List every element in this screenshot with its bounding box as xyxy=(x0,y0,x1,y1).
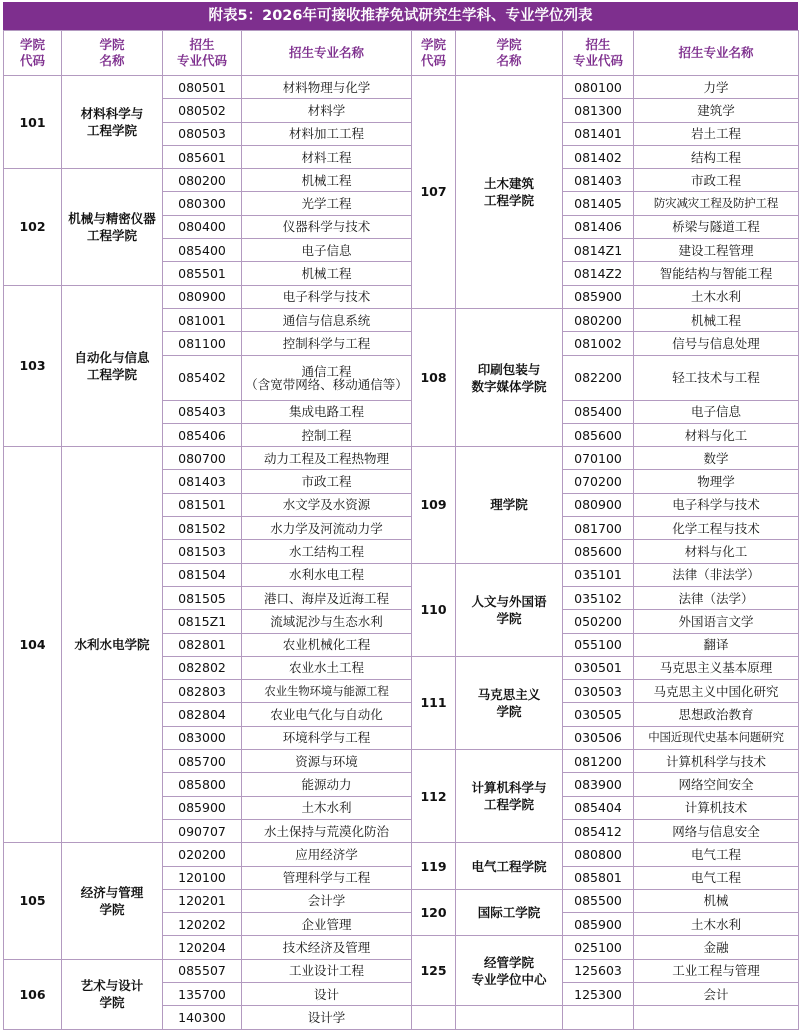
major-name: 资源与环境 xyxy=(242,750,412,773)
major-name: 电子信息 xyxy=(242,239,412,262)
school-name: 自动化与信息 工程学院 xyxy=(62,285,163,446)
major-name: 管理科学与工程 xyxy=(242,866,412,889)
major-name: 电气工程 xyxy=(634,866,799,889)
major-name: 物理学 xyxy=(634,470,799,493)
major-name: 电子信息 xyxy=(634,400,799,423)
major-code: 090707 xyxy=(163,819,242,842)
school-code: 102 xyxy=(4,169,62,285)
major-name: 能源动力 xyxy=(242,773,412,796)
major-name: 思想政治教育 xyxy=(634,703,799,726)
major-code: 120204 xyxy=(163,936,242,959)
major-name: 流域泥沙与生态水利 xyxy=(242,610,412,633)
major-code: 085406 xyxy=(163,423,242,446)
table-row xyxy=(4,447,799,470)
major-name: 法律（非法学） xyxy=(634,563,799,586)
major-name: 仪器科学与技术 xyxy=(242,215,412,238)
major-name: 动力工程及工程热物理 xyxy=(242,447,412,470)
school-name: 经济与管理 学院 xyxy=(62,843,163,959)
header-major-name: 招生专业名称 xyxy=(242,31,412,76)
major-name: 机械工程 xyxy=(242,262,412,285)
major-code: 0814Z1 xyxy=(563,239,634,262)
major-name: 材料物理与化学 xyxy=(242,76,412,99)
header-major-name: 招生专业名称 xyxy=(634,31,799,76)
school-name: 土木建筑 工程学院 xyxy=(456,76,563,309)
major-code: 085900 xyxy=(163,796,242,819)
major-code: 081700 xyxy=(563,517,634,540)
major-code: 085500 xyxy=(563,889,634,912)
major-name: 光学工程 xyxy=(242,192,412,215)
major-name: 桥梁与隧道工程 xyxy=(634,215,799,238)
header-school-code: 学院 代码 xyxy=(4,31,62,76)
major-code: 085412 xyxy=(563,819,634,842)
major-name: 网络与信息安全 xyxy=(634,819,799,842)
major-code: 035102 xyxy=(563,586,634,609)
major-code: 080300 xyxy=(163,192,242,215)
major-name: 材料与化工 xyxy=(634,423,799,446)
major-code: 030505 xyxy=(563,703,634,726)
major-code: 080501 xyxy=(163,76,242,99)
major-name: 农业生物环境与能源工程 xyxy=(242,680,412,703)
table-row xyxy=(4,169,799,192)
major-name: 港口、海岸及近海工程 xyxy=(242,586,412,609)
school-code: 109 xyxy=(412,447,456,563)
school-code: 119 xyxy=(412,843,456,890)
major-code: 082804 xyxy=(163,703,242,726)
major-code: 081503 xyxy=(163,540,242,563)
school-code: 105 xyxy=(4,843,62,959)
school-name: 理学院 xyxy=(456,447,563,563)
major-name: 中国近现代史基本问题研究 xyxy=(634,726,799,749)
major-code: 085600 xyxy=(563,540,634,563)
major-code: 085700 xyxy=(163,750,242,773)
major-code: 140300 xyxy=(163,1006,242,1029)
major-code: 070200 xyxy=(563,470,634,493)
major-code: 0814Z2 xyxy=(563,262,634,285)
major-name: 水文学及水资源 xyxy=(242,493,412,516)
major-name: 土木水利 xyxy=(634,913,799,936)
major-code: 085402 xyxy=(163,355,242,400)
major-name: 材料加工工程 xyxy=(242,122,412,145)
major-name: 机械工程 xyxy=(634,308,799,331)
major-name: 设计学 xyxy=(242,1006,412,1029)
major-code: 080503 xyxy=(163,122,242,145)
major-code: 080200 xyxy=(163,169,242,192)
major-code: 080200 xyxy=(563,308,634,331)
major-name: 土木水利 xyxy=(242,796,412,819)
school-name: 机械与精密仪器 工程学院 xyxy=(62,169,163,285)
school-code: 106 xyxy=(4,959,62,1029)
major-code: 0815Z1 xyxy=(163,610,242,633)
major-name: 水工结构工程 xyxy=(242,540,412,563)
major-name: 农业机械化工程 xyxy=(242,633,412,656)
major-name: 控制科学与工程 xyxy=(242,332,412,355)
major-code: 080400 xyxy=(163,215,242,238)
major-code: 085900 xyxy=(563,285,634,308)
school-name: 电气工程学院 xyxy=(456,843,563,890)
major-name: 网络空间安全 xyxy=(634,773,799,796)
major-code: 081100 xyxy=(163,332,242,355)
major-name: 计算机科学与技术 xyxy=(634,750,799,773)
major-code: 085600 xyxy=(563,423,634,446)
major-name: 金融 xyxy=(634,936,799,959)
major-name: 电子科学与技术 xyxy=(242,285,412,308)
major-code: 081001 xyxy=(163,308,242,331)
major-code: 080502 xyxy=(163,99,242,122)
major-name: 环境科学与工程 xyxy=(242,726,412,749)
school-name: 水利水电学院 xyxy=(62,447,163,843)
major-name: 翻译 xyxy=(634,633,799,656)
major-name: 水力学及河流动力学 xyxy=(242,517,412,540)
major-code: 020200 xyxy=(163,843,242,866)
school-code: 125 xyxy=(412,936,456,1006)
major-name: 通信工程 （含宽带网络、移动通信等） xyxy=(242,355,412,400)
table-row xyxy=(4,843,799,866)
major-code: 082801 xyxy=(163,633,242,656)
table-row xyxy=(4,959,799,982)
major-code: 080700 xyxy=(163,447,242,470)
major-code: 081504 xyxy=(163,563,242,586)
major-code: 120201 xyxy=(163,889,242,912)
school-name: 艺术与设计 学院 xyxy=(62,959,163,1029)
major-code: 082802 xyxy=(163,656,242,679)
header-major-code: 招生 专业代码 xyxy=(563,31,634,76)
major-name: 水土保持与荒漠化防治 xyxy=(242,819,412,842)
major-code: 135700 xyxy=(163,982,242,1005)
major-code: 083900 xyxy=(563,773,634,796)
major-code: 081200 xyxy=(563,750,634,773)
major-name: 通信与信息系统 xyxy=(242,308,412,331)
major-name: 外国语言文学 xyxy=(634,610,799,633)
major-code: 035101 xyxy=(563,563,634,586)
school-code: 120 xyxy=(412,889,456,936)
table-row xyxy=(4,285,799,308)
major-name: 法律（法学） xyxy=(634,586,799,609)
major-name: 建筑学 xyxy=(634,99,799,122)
major-code: 085501 xyxy=(163,262,242,285)
major-name: 水利水电工程 xyxy=(242,563,412,586)
major-name: 机械 xyxy=(634,889,799,912)
major-code: 125603 xyxy=(563,959,634,982)
major-name: 材料与化工 xyxy=(634,540,799,563)
major-code: 085801 xyxy=(563,866,634,889)
major-code: 081502 xyxy=(163,517,242,540)
school-name: 国际工学院 xyxy=(456,889,563,936)
school-name: 印刷包装与 数字媒体学院 xyxy=(456,308,563,446)
header-major-code: 招生 专业代码 xyxy=(163,31,242,76)
major-code: 081401 xyxy=(563,122,634,145)
major-name: 电子科学与技术 xyxy=(634,493,799,516)
major-code: 085400 xyxy=(163,239,242,262)
major-code: 025100 xyxy=(563,936,634,959)
major-code: 125300 xyxy=(563,982,634,1005)
major-name: 数学 xyxy=(634,447,799,470)
major-code: 030501 xyxy=(563,656,634,679)
school-name: 计算机科学与 工程学院 xyxy=(456,750,563,843)
school-code: 112 xyxy=(412,750,456,843)
major-name: 土木水利 xyxy=(634,285,799,308)
major-name: 岩土工程 xyxy=(634,122,799,145)
major-code: 120100 xyxy=(163,866,242,889)
major-name: 集成电路工程 xyxy=(242,400,412,423)
major-code: 081501 xyxy=(163,493,242,516)
school-code: 111 xyxy=(412,656,456,749)
major-name: 技术经济及管理 xyxy=(242,936,412,959)
major-name: 控制工程 xyxy=(242,423,412,446)
major-code: 085400 xyxy=(563,400,634,423)
school-name: 经管学院 专业学位中心 xyxy=(456,936,563,1006)
major-name: 材料工程 xyxy=(242,145,412,168)
major-name: 工业工程与管理 xyxy=(634,959,799,982)
major-name: 应用经济学 xyxy=(242,843,412,866)
major-name: 材料学 xyxy=(242,99,412,122)
major-code: 085403 xyxy=(163,400,242,423)
major-code: 085404 xyxy=(563,796,634,819)
major-code: 030506 xyxy=(563,726,634,749)
major-name: 市政工程 xyxy=(634,169,799,192)
school-code: 104 xyxy=(4,447,62,843)
major-name: 化学工程与技术 xyxy=(634,517,799,540)
major-name: 轻工技术与工程 xyxy=(634,355,799,400)
major-code: 081300 xyxy=(563,99,634,122)
school-code: 103 xyxy=(4,285,62,446)
major-code: 081402 xyxy=(563,145,634,168)
major-name: 马克思主义中国化研究 xyxy=(634,680,799,703)
major-code: 081403 xyxy=(563,169,634,192)
major-code: 080100 xyxy=(563,76,634,99)
major-code: 082803 xyxy=(163,680,242,703)
major-code: 080800 xyxy=(563,843,634,866)
major-name: 会计学 xyxy=(242,889,412,912)
major-code: 081002 xyxy=(563,332,634,355)
major-name: 市政工程 xyxy=(242,470,412,493)
major-code: 085601 xyxy=(163,145,242,168)
major-name: 农业水土工程 xyxy=(242,656,412,679)
school-name: 材料科学与 工程学院 xyxy=(62,76,163,169)
major-code: 080900 xyxy=(563,493,634,516)
major-code: 085800 xyxy=(163,773,242,796)
major-name: 马克思主义基本原理 xyxy=(634,656,799,679)
school-code: 101 xyxy=(4,76,62,169)
major-code: 082200 xyxy=(563,355,634,400)
school-code: 107 xyxy=(412,76,456,309)
header-school-name: 学院 名称 xyxy=(62,31,163,76)
major-code: 085900 xyxy=(563,913,634,936)
major-code: 080900 xyxy=(163,285,242,308)
admission-table xyxy=(3,30,799,1030)
school-code: 110 xyxy=(412,563,456,656)
major-code: 120202 xyxy=(163,913,242,936)
major-code: 081403 xyxy=(163,470,242,493)
table-title: 附表5：2026年可接收推荐免试研究生学科、专业学位列表 xyxy=(3,2,798,30)
major-name: 防灾减灾工程及防护工程 xyxy=(634,192,799,215)
major-code: 081406 xyxy=(563,215,634,238)
major-name: 力学 xyxy=(634,76,799,99)
header-row xyxy=(4,31,799,76)
major-code: 055100 xyxy=(563,633,634,656)
major-code: 081505 xyxy=(163,586,242,609)
major-name: 设计 xyxy=(242,982,412,1005)
school-code: 108 xyxy=(412,308,456,446)
major-name: 信号与信息处理 xyxy=(634,332,799,355)
major-name: 机械工程 xyxy=(242,169,412,192)
major-name: 会计 xyxy=(634,982,799,1005)
major-name: 建设工程管理 xyxy=(634,239,799,262)
major-code: 070100 xyxy=(563,447,634,470)
major-name: 企业管理 xyxy=(242,913,412,936)
major-name: 结构工程 xyxy=(634,145,799,168)
document-page xyxy=(3,2,798,1030)
header-school-name: 学院 名称 xyxy=(456,31,563,76)
major-name: 电气工程 xyxy=(634,843,799,866)
major-name: 工业设计工程 xyxy=(242,959,412,982)
table-row xyxy=(4,76,799,99)
major-code: 085507 xyxy=(163,959,242,982)
header-school-code: 学院 代码 xyxy=(412,31,456,76)
major-code: 050200 xyxy=(563,610,634,633)
school-name: 人文与外国语 学院 xyxy=(456,563,563,656)
school-name: 马克思主义 学院 xyxy=(456,656,563,749)
major-code: 081405 xyxy=(563,192,634,215)
major-name: 计算机技术 xyxy=(634,796,799,819)
major-name: 农业电气化与自动化 xyxy=(242,703,412,726)
major-name: 智能结构与智能工程 xyxy=(634,262,799,285)
major-code: 030503 xyxy=(563,680,634,703)
major-code: 083000 xyxy=(163,726,242,749)
